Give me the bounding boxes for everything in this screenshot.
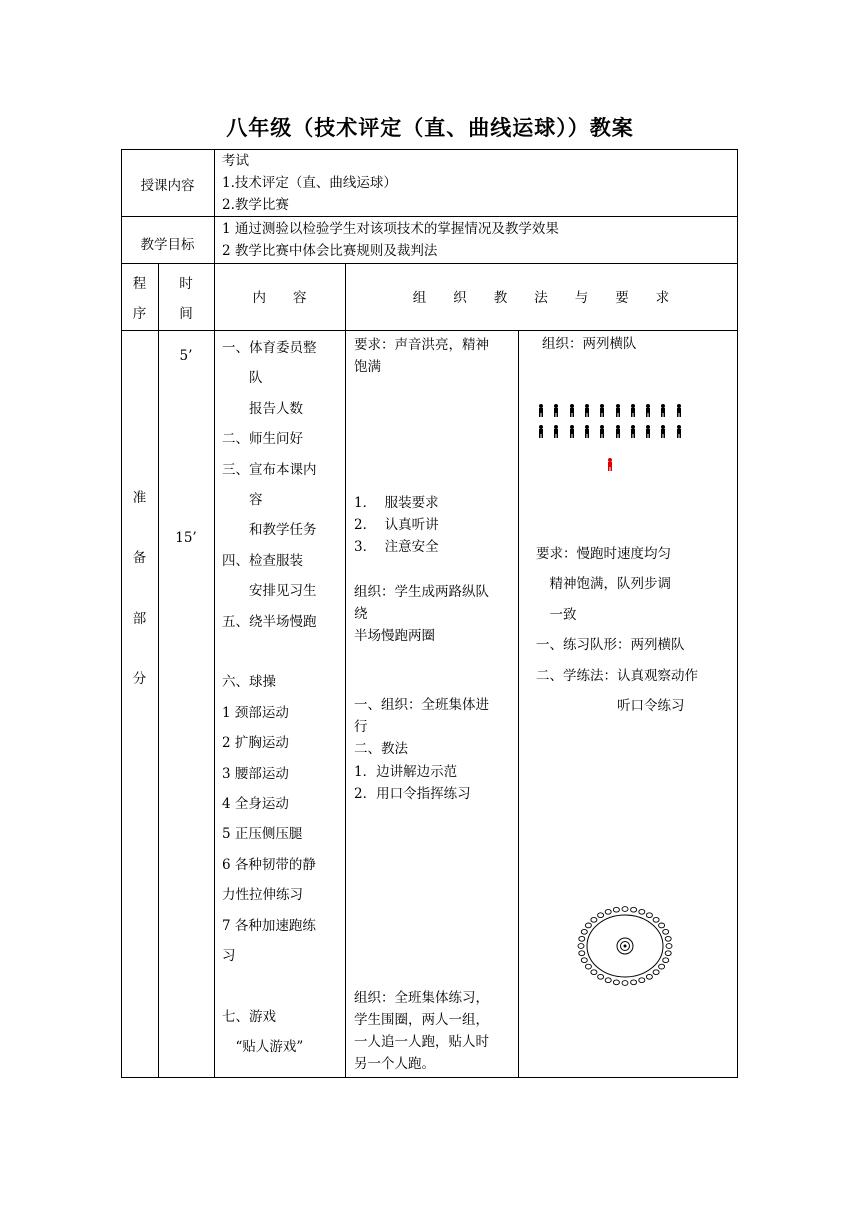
section-label-1: 准 [132, 490, 147, 506]
content-line: 6 各种韧带的静 [222, 856, 316, 873]
student-figure [569, 404, 575, 417]
student-figure [676, 425, 682, 438]
page-title: 八年级（技术评定（直、曲线运球））教案 [226, 116, 634, 140]
content-line: 一、体育委员整 [222, 340, 317, 356]
goal-line: 1 通过测验以检验学生对该项技术的掌握情况及教学效果 [222, 221, 559, 237]
student-marker [598, 974, 604, 979]
section-label-4: 分 [132, 671, 147, 687]
student-marker [613, 907, 619, 912]
content-line: 三、宣布本课内 [222, 461, 317, 478]
student-marker [622, 907, 628, 912]
content-line: 七、游戏 [222, 1008, 276, 1025]
student-figure [660, 404, 666, 417]
content-line: 3 腰部运动 [222, 765, 289, 782]
content-line: 5 正压侧压腿 [222, 826, 303, 843]
method-line: 组织：全班集体练习， [354, 990, 489, 1006]
content-line: 二、师生问好 [222, 431, 303, 448]
student-marker [639, 909, 645, 914]
content-line: 1.技术评定（直、曲线运球） [222, 175, 397, 191]
lesson-plan-table [121, 149, 738, 1078]
student-marker [585, 923, 591, 928]
time-value: 5’ [179, 348, 193, 364]
header-content: 内 容 [252, 290, 307, 306]
student-marker [653, 970, 659, 975]
content-line: 1 颈部运动 [222, 704, 289, 721]
student-figure [584, 425, 590, 438]
student-marker [631, 980, 637, 985]
method-line: 组织：学生成两路纵队 [354, 584, 489, 600]
content-line: “贴人游戏” [222, 1039, 304, 1056]
method-line: 1． 服装要求 [354, 495, 439, 511]
student-marker [605, 978, 611, 983]
goal-line: 2 教学比赛中体会比赛规则及裁判法 [222, 243, 438, 259]
student-marker [598, 913, 604, 918]
org-line: 精神饱满，队列步调 [536, 576, 671, 592]
student-marker [666, 944, 672, 949]
header-order-2: 序 [132, 306, 147, 322]
student-figure [660, 425, 666, 438]
student-figure [553, 425, 559, 438]
student-marker [653, 917, 659, 922]
content-line: 容 [222, 492, 263, 508]
org-line: 听口令练习 [536, 698, 685, 714]
method-line: 2． 认真听讲 [354, 517, 439, 533]
student-marker [605, 909, 611, 914]
method-line: 二、教法 [354, 741, 408, 757]
student-marker [579, 936, 585, 941]
student-figure [569, 425, 575, 438]
circle-game-diagram [575, 903, 675, 989]
content-line: 考试 [222, 153, 249, 169]
student-figure [676, 404, 682, 417]
content-line: 7 各种加速跑练 [222, 917, 316, 934]
method-line: 学生围圈，两人一组， [354, 1012, 489, 1028]
org-line: 一致 [536, 607, 577, 623]
student-marker [663, 958, 669, 963]
section-label-2: 备 [132, 550, 147, 566]
method-line: 3． 注意安全 [354, 539, 439, 555]
method-line: 要求：声音洪亮，精神 [354, 337, 489, 353]
student-marker [578, 944, 584, 949]
content-line: 2 扩胸运动 [222, 735, 289, 752]
student-figure [538, 404, 544, 417]
student-marker [591, 917, 597, 922]
student-figure [538, 425, 544, 438]
student-marker [659, 964, 665, 969]
student-marker [665, 936, 671, 941]
method-line: 另一个人跑。 [354, 1056, 435, 1072]
method-line: 绕 [354, 606, 368, 622]
student-marker [659, 923, 665, 928]
org-line: 一、练习队形：两列横队 [536, 637, 685, 653]
content-line: 五、绕半场慢跑 [222, 613, 317, 630]
content-line: 习 [222, 948, 236, 964]
student-marker [591, 970, 597, 975]
student-marker [646, 974, 652, 979]
section-label-3: 部 [132, 611, 147, 627]
goal-row-label: 教学目标 [140, 237, 195, 253]
org-line: 二、学练法：认真观察动作 [536, 668, 698, 684]
method-line: 2．用口令指挥练习 [354, 786, 471, 802]
header-method: 组 织 教 法 与 要 求 [412, 290, 670, 306]
method-line: 一、组织：全班集体进 [354, 697, 489, 713]
student-figure [645, 425, 651, 438]
method-line: 一人追一人跑，贴人时 [354, 1034, 489, 1050]
student-figure [645, 404, 651, 417]
student-marker [665, 951, 671, 956]
teacher-figure [607, 458, 613, 471]
student-figure [584, 404, 590, 417]
content-row-label: 授课内容 [140, 178, 195, 194]
student-marker [622, 981, 628, 986]
student-figure [553, 404, 559, 417]
time-value: 15’ [175, 530, 197, 546]
content-line: 报告人数 [222, 400, 303, 417]
content-line: 力性拉伸练习 [222, 887, 303, 904]
header-time-1: 时 [179, 276, 193, 292]
student-marker [579, 951, 585, 956]
content-line: 队 [222, 370, 263, 387]
student-figure [615, 425, 621, 438]
content-line: 六、球操 [222, 674, 276, 691]
content-line: 2.教学比赛 [222, 197, 289, 213]
method-line: 1．边讲解边示范 [354, 764, 458, 780]
header-order-1: 程 [132, 276, 147, 292]
student-figure [630, 425, 636, 438]
student-figure [630, 404, 636, 417]
org-line: 要求：慢跑时速度均匀 [536, 546, 671, 562]
student-figure [615, 404, 621, 417]
content-line: 四、检查服装 [222, 552, 303, 569]
content-line: 安排见习生 [222, 583, 317, 600]
method-line: 半场慢跑两圈 [354, 628, 435, 644]
content-line: 和教学任务 [222, 522, 317, 539]
student-figure [599, 425, 605, 438]
student-marker [631, 907, 637, 912]
student-marker [639, 978, 645, 983]
org-title: 组织：两列横队 [542, 336, 637, 352]
student-marker [585, 964, 591, 969]
header-time-2: 间 [179, 306, 193, 322]
student-marker [663, 929, 669, 934]
two-row-formation-diagram [538, 404, 683, 474]
student-figure [599, 404, 605, 417]
student-marker [581, 958, 587, 963]
method-line: 饱满 [354, 359, 381, 375]
method-line: 行 [354, 719, 368, 735]
student-marker [613, 980, 619, 985]
student-marker [581, 929, 587, 934]
student-marker [646, 913, 652, 918]
content-line: 4 全身运动 [222, 796, 289, 812]
